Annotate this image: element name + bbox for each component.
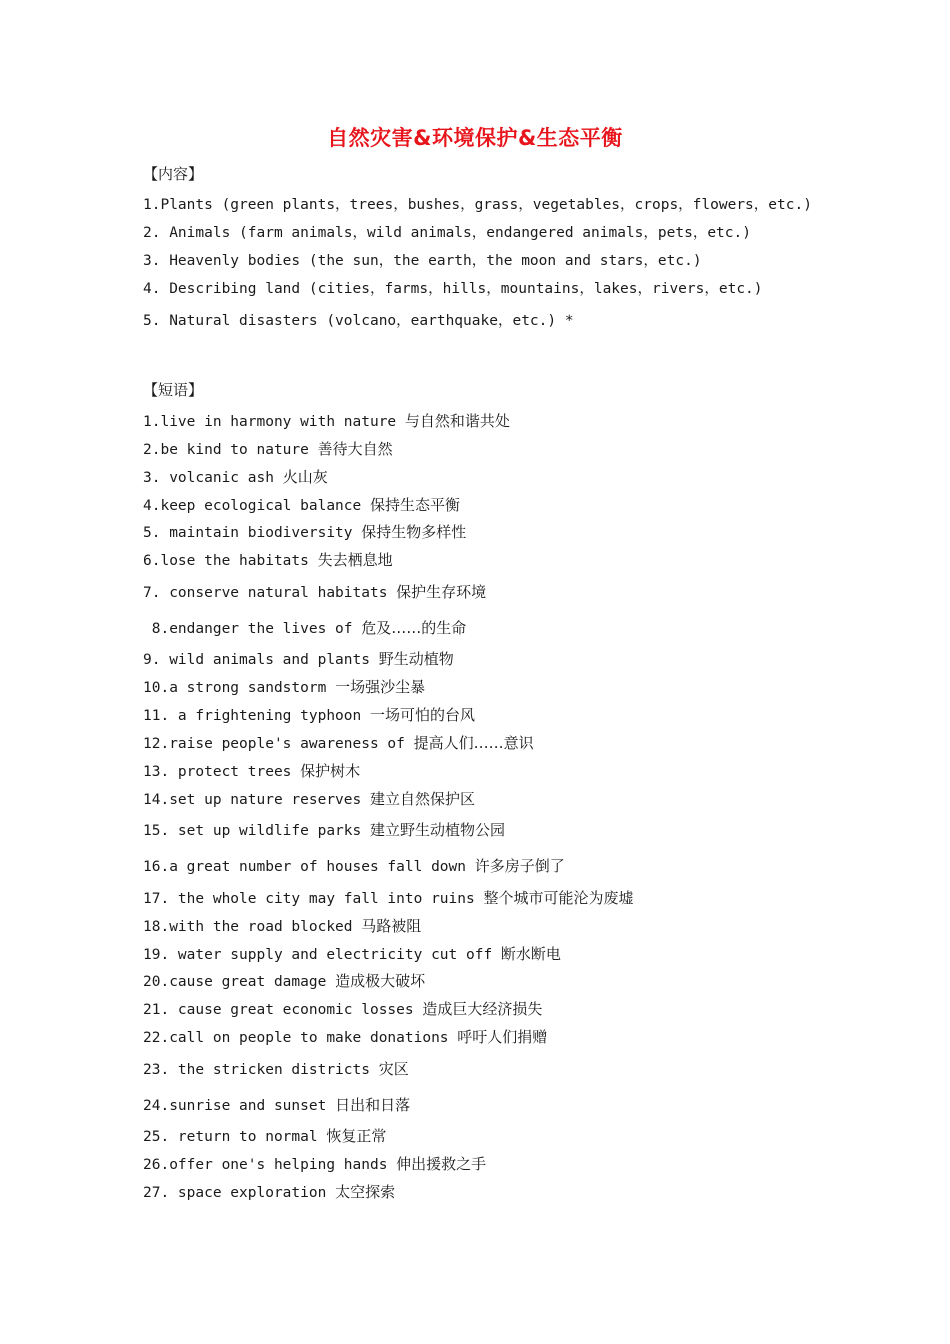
phrase-item [143, 468, 328, 487]
phrase-en: 20.cause great damage [143, 974, 336, 990]
phrase-en: 2.be kind to nature [143, 442, 318, 458]
page-title: 自然灾害&环境保护&生态平衡 [327, 126, 623, 150]
phrase-item [143, 583, 486, 602]
phrase-item [143, 790, 475, 809]
phrase-en: 19. water supply and electricity cut off [143, 947, 501, 963]
phrase-item [143, 1155, 486, 1174]
phrase-en: 24.sunrise and sunset [143, 1098, 336, 1114]
phrase-en: 14.set up nature reserves [143, 792, 370, 808]
phrase-item [143, 1000, 542, 1019]
phrase-en: 25. return to normal [143, 1129, 327, 1145]
phrase-zh: 保护生存环境 [396, 583, 487, 601]
phrase-item [143, 762, 360, 781]
phrase-item [143, 1096, 410, 1115]
phrase-en: 3. volcanic ash [143, 470, 283, 486]
phrase-zh: 野生动植物 [378, 650, 454, 668]
phrase-en: 21. cause great economic losses [143, 1002, 423, 1018]
phrase-zh: 保持生态平衡 [369, 496, 460, 514]
phrase-item [143, 706, 475, 725]
phrase-zh: 保持生物多样性 [361, 523, 467, 541]
phrase-en: 22.call on people to make donations [143, 1030, 458, 1046]
phrase-item [143, 678, 425, 697]
phrase-item [143, 945, 561, 964]
phrase-en: 1.live in harmony with nature [143, 414, 405, 430]
phrase-item [143, 972, 425, 991]
phrase-zh: 一场可怕的台风 [369, 706, 475, 724]
phrase-zh: 善待大自然 [317, 440, 393, 458]
phrases-heading: 【短语】 [143, 381, 204, 399]
phrase-en: 18.with the road blocked [143, 919, 362, 935]
phrase-zh: 造成巨大经济损失 [422, 1000, 543, 1018]
phrase-en: 23. the stricken districts [143, 1062, 379, 1078]
phrase-en: 4.keep ecological balance [143, 498, 370, 514]
phrase-en: 12.raise people's awareness of [143, 736, 414, 752]
phrase-zh: 失去栖息地 [317, 551, 393, 569]
phrase-en: 7. conserve natural habitats [143, 585, 397, 601]
phrase-item [143, 650, 454, 669]
phrase-zh: 提高人们……意识 [413, 734, 534, 752]
phrase-item [143, 821, 505, 840]
phrase-en: 9. wild animals and plants [143, 652, 379, 668]
phrase-zh: 造成极大破坏 [335, 972, 426, 990]
phrase-item [143, 917, 421, 936]
phrase-en: 26.offer one's helping hands [143, 1157, 397, 1173]
phrase-zh: 马路被阻 [361, 917, 422, 935]
phrase-zh: 灾区 [378, 1060, 409, 1078]
phrase-en: 15. set up wildlife parks [143, 823, 370, 839]
phrase-zh: 建立野生动植物公园 [369, 821, 505, 839]
contents-item: 1.Plants (green plants，trees，bushes，grass，vegetables，crops，flowers，etc.) [143, 197, 812, 213]
phrase-item [143, 440, 393, 459]
phrase-en: 6.lose the habitats [143, 553, 318, 569]
phrase-en: 13. protect trees [143, 764, 301, 780]
phrase-item [143, 551, 393, 570]
phrase-item [143, 1060, 409, 1079]
phrase-item [143, 1127, 386, 1146]
phrase-zh: 与自然和谐共处 [404, 412, 510, 430]
phrase-zh: 恢复正常 [326, 1127, 387, 1145]
phrase-zh: 整个城市可能沦为废墟 [483, 889, 634, 907]
phrase-en: 10.a strong sandstorm [143, 680, 336, 696]
phrase-zh: 太空探索 [335, 1183, 396, 1201]
phrase-en: 8.endanger the lives of [143, 621, 362, 637]
phrase-zh: 一场强沙尘暴 [335, 678, 426, 696]
phrase-en: 17. the whole city may fall into ruins [143, 891, 484, 907]
phrase-zh: 保护树木 [300, 762, 361, 780]
phrase-zh: 呼吁人们捐赠 [457, 1028, 548, 1046]
phrase-zh: 火山灰 [282, 468, 328, 486]
phrase-item [143, 857, 565, 876]
phrase-item [143, 523, 466, 542]
phrase-en: 16.a great number of houses fall down [143, 859, 475, 875]
phrase-item [143, 889, 633, 908]
phrase-zh: 日出和日落 [335, 1096, 411, 1114]
phrase-zh: 伸出援救之手 [396, 1155, 487, 1173]
phrase-en: 27. space exploration [143, 1185, 336, 1201]
phrase-item [143, 1028, 547, 1047]
contents-item: 3. Heavenly bodies (the sun，the earth，the moon and stars，etc.) [143, 253, 702, 269]
phrase-zh: 建立自然保护区 [369, 790, 475, 808]
contents-item: 2. Animals (farm animals，wild animals，endangered animals，pets，etc.) [143, 225, 751, 241]
contents-item: 4. Describing land (cities，farms，hills，mountains，lakes，rivers，etc.) [143, 281, 763, 297]
phrase-item [143, 412, 510, 431]
phrase-item [143, 1183, 395, 1202]
phrase-item [143, 619, 466, 638]
phrase-en: 5. maintain biodiversity [143, 525, 362, 541]
phrase-item [143, 734, 534, 753]
phrase-item [143, 496, 460, 515]
contents-heading: 【内容】 [143, 165, 204, 183]
phrase-zh: 许多房子倒了 [474, 857, 565, 875]
phrase-en: 11. a frightening typhoon [143, 708, 370, 724]
phrase-zh: 断水断电 [500, 945, 561, 963]
contents-item: 5. Natural disasters (volcano，earthquake，etc.) * [143, 313, 574, 329]
phrase-zh: 危及……的生命 [361, 619, 467, 637]
